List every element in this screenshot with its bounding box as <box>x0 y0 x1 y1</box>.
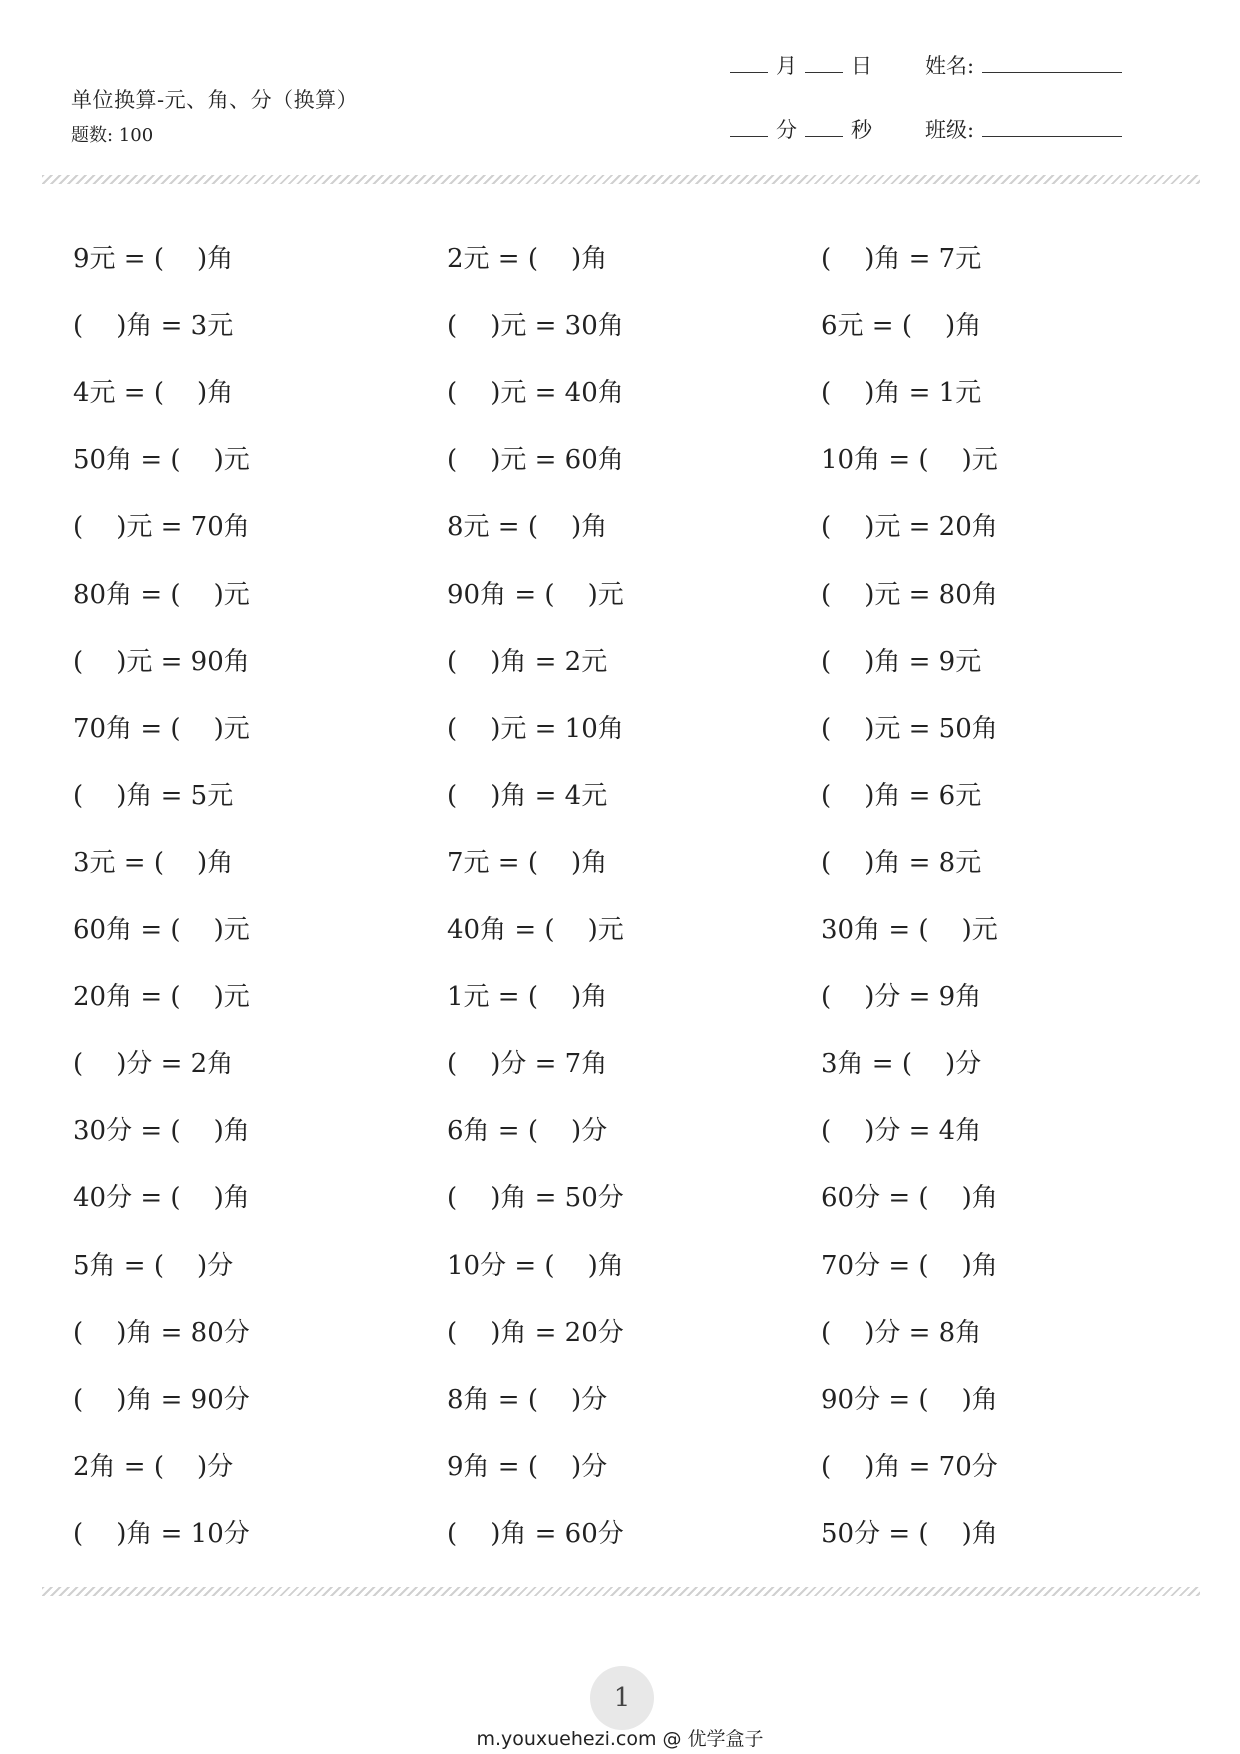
problem-item: ( )分 = 2角 <box>73 1049 234 1079</box>
problem-item: 90角 = ( )元 <box>447 580 624 610</box>
problem-item: 3角 = ( )分 <box>821 1049 982 1079</box>
problem-item: ( )分 = 4角 <box>821 1116 982 1146</box>
problem-item: ( )角 = 1元 <box>821 378 982 408</box>
problem-item: ( )角 = 2元 <box>447 647 608 677</box>
day-label: 日 <box>851 54 872 78</box>
date-field <box>730 50 872 80</box>
problem-item: 50分 = ( )角 <box>821 1519 998 1549</box>
problem-item: ( )角 = 9元 <box>821 647 982 677</box>
problem-item: 40角 = ( )元 <box>447 915 624 945</box>
day-blank <box>805 54 843 73</box>
problem-item: ( )角 = 4元 <box>447 781 608 811</box>
problem-item: ( )分 = 9角 <box>821 982 982 1012</box>
problem-item: 5角 = ( )分 <box>73 1251 234 1281</box>
problem-item: ( )元 = 50角 <box>821 714 998 744</box>
problem-item: ( )角 = 60分 <box>447 1519 624 1549</box>
problem-item: ( )角 = 70分 <box>821 1452 998 1482</box>
month-label: 月 <box>776 54 797 78</box>
worksheet-title: 单位换算-元、角、分（换算） <box>71 88 359 112</box>
problem-item: ( )角 = 50分 <box>447 1183 624 1213</box>
problem-item: ( )角 = 7元 <box>821 244 982 274</box>
class-label: 班级: <box>925 118 975 142</box>
problem-item: 6元 = ( )角 <box>821 311 982 341</box>
month-blank <box>730 54 768 73</box>
problem-item: 10角 = ( )元 <box>821 445 998 475</box>
page-number: 1 <box>590 1666 654 1730</box>
problem-item: 8元 = ( )角 <box>447 512 608 542</box>
name-field <box>925 50 1122 80</box>
footer-site: m.youxuehezi.com @ 优学盒子 <box>476 1728 764 1750</box>
problem-item: ( )元 = 60角 <box>447 445 624 475</box>
problem-item: 70分 = ( )角 <box>821 1251 998 1281</box>
second-label: 秒 <box>851 118 872 142</box>
problem-item: ( )元 = 90角 <box>73 647 250 677</box>
problem-item: 1元 = ( )角 <box>447 982 608 1012</box>
problem-item: 40分 = ( )角 <box>73 1183 250 1213</box>
problem-item: ( )角 = 80分 <box>73 1318 250 1348</box>
problem-item: 7元 = ( )角 <box>447 848 608 878</box>
problem-item: ( )角 = 5元 <box>73 781 234 811</box>
problem-item: 90分 = ( )角 <box>821 1385 998 1415</box>
problem-item: 70角 = ( )元 <box>73 714 250 744</box>
problem-item: ( )角 = 6元 <box>821 781 982 811</box>
class-field <box>925 114 1122 144</box>
problem-item: ( )角 = 3元 <box>73 311 234 341</box>
problem-item: ( )角 = 10分 <box>73 1519 250 1549</box>
problem-item: ( )角 = 8元 <box>821 848 982 878</box>
problem-item: 50角 = ( )元 <box>73 445 250 475</box>
problem-item: 4元 = ( )角 <box>73 378 234 408</box>
problem-item: ( )元 = 40角 <box>447 378 624 408</box>
problem-item: ( )元 = 10角 <box>447 714 624 744</box>
problem-item: 30分 = ( )角 <box>73 1116 250 1146</box>
problem-item: 80角 = ( )元 <box>73 580 250 610</box>
problem-item: 10分 = ( )角 <box>447 1251 624 1281</box>
problem-item: ( )角 = 20分 <box>447 1318 624 1348</box>
problem-item: 2元 = ( )角 <box>447 244 608 274</box>
problem-item: 60分 = ( )角 <box>821 1183 998 1213</box>
problem-item: ( )角 = 90分 <box>73 1385 250 1415</box>
problem-item: 6角 = ( )分 <box>447 1116 608 1146</box>
question-count: 题数: 100 <box>71 125 154 146</box>
minute-blank <box>730 118 768 137</box>
time-field <box>730 114 872 144</box>
second-blank <box>805 118 843 137</box>
problem-item: 8角 = ( )分 <box>447 1385 608 1415</box>
class-blank <box>982 118 1122 137</box>
problem-item: 60角 = ( )元 <box>73 915 250 945</box>
name-blank <box>982 54 1122 73</box>
name-label: 姓名: <box>925 54 975 78</box>
problem-item: 9元 = ( )角 <box>73 244 234 274</box>
problem-item: 30角 = ( )元 <box>821 915 998 945</box>
problem-item: ( )元 = 70角 <box>73 512 250 542</box>
problem-item: ( )元 = 30角 <box>447 311 624 341</box>
problem-item: ( )分 = 8角 <box>821 1318 982 1348</box>
problem-item: 9角 = ( )分 <box>447 1452 608 1482</box>
problem-item: 2角 = ( )分 <box>73 1452 234 1482</box>
problem-item: ( )元 = 20角 <box>821 512 998 542</box>
minute-label: 分 <box>776 118 797 142</box>
problem-item: 20角 = ( )元 <box>73 982 250 1012</box>
top-divider <box>42 175 1200 184</box>
problem-item: ( )元 = 80角 <box>821 580 998 610</box>
problem-item: ( )分 = 7角 <box>447 1049 608 1079</box>
problem-item: 3元 = ( )角 <box>73 848 234 878</box>
bottom-divider <box>42 1587 1200 1596</box>
